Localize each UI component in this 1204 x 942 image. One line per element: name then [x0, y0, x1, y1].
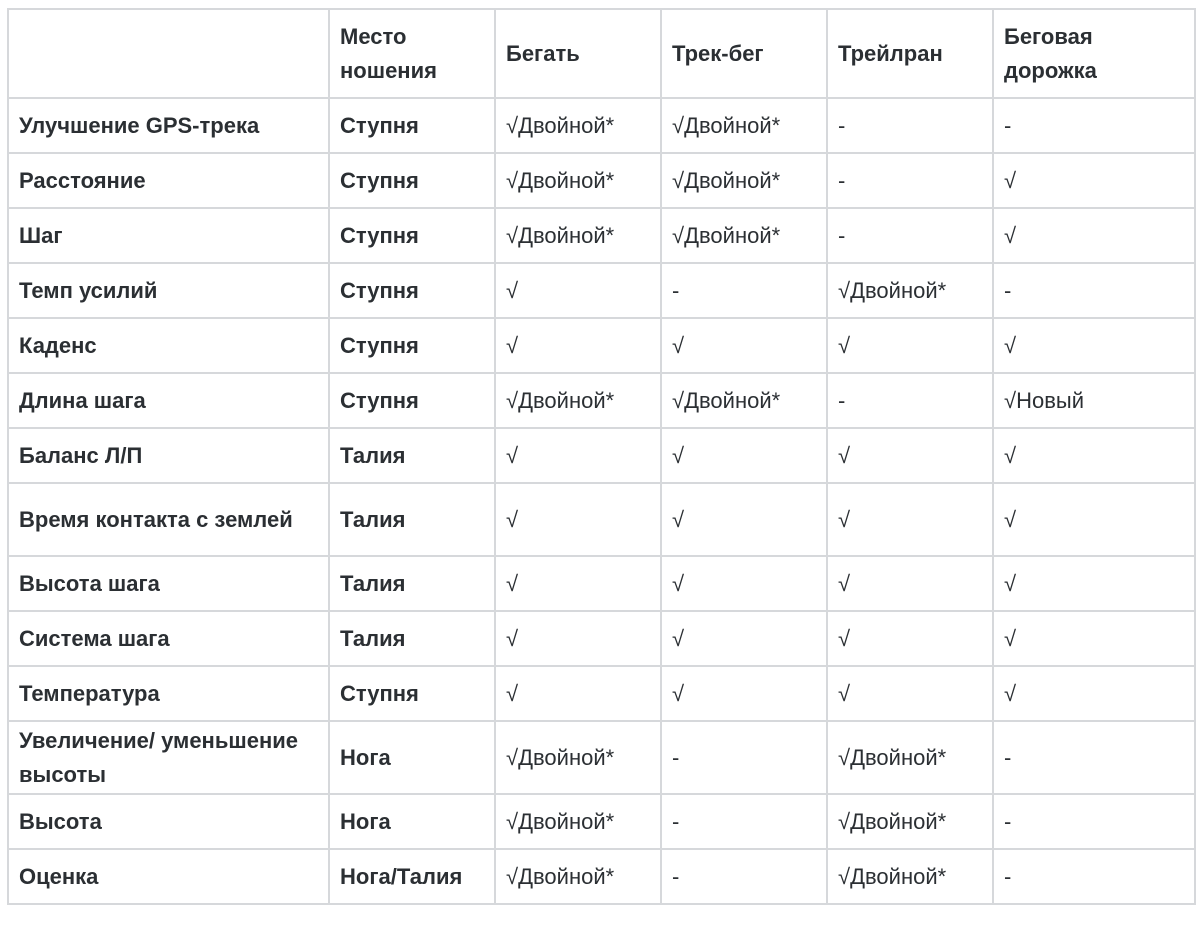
value-cell: √: [827, 666, 993, 721]
table-row: [8, 721, 1195, 794]
header-cell-location: Место ношения: [329, 9, 495, 98]
value-cell: √: [661, 666, 827, 721]
header-cell-trail-run: Трейлран: [827, 9, 993, 98]
value-cell: √: [495, 263, 661, 318]
value-cell: √Двойной*: [661, 208, 827, 263]
value-cell: √: [495, 428, 661, 483]
location-cell: Нога: [329, 721, 495, 794]
value-cell: √: [827, 318, 993, 373]
location-cell: Ступня: [329, 318, 495, 373]
value-cell: √: [495, 556, 661, 611]
value-cell: √Двойной*: [661, 373, 827, 428]
value-cell: √: [993, 483, 1195, 556]
value-cell: √Двойной*: [495, 794, 661, 849]
value-cell: -: [827, 208, 993, 263]
header-cell-corner: [8, 9, 329, 98]
table-row: [8, 556, 1195, 611]
row-label-cell: Температура: [8, 666, 329, 721]
value-cell: -: [993, 263, 1195, 318]
table-row: [8, 373, 1195, 428]
location-cell: Талия: [329, 483, 495, 556]
value-cell: √Двойной*: [827, 794, 993, 849]
value-cell: √: [495, 611, 661, 666]
row-label-cell: Высота шага: [8, 556, 329, 611]
value-cell: √: [993, 153, 1195, 208]
value-cell: √: [827, 483, 993, 556]
table-row: [8, 318, 1195, 373]
row-label-cell: Улучшение GPS-трека: [8, 98, 329, 153]
header-cell-treadmill: Беговая дорожка: [993, 9, 1195, 98]
location-cell: Нога/Талия: [329, 849, 495, 904]
location-cell: Талия: [329, 556, 495, 611]
value-cell: √: [661, 611, 827, 666]
value-cell: √Двойной*: [495, 849, 661, 904]
value-cell: √Двойной*: [827, 849, 993, 904]
location-cell: Талия: [329, 428, 495, 483]
value-cell: √Двойной*: [495, 721, 661, 794]
value-cell: √Двойной*: [495, 153, 661, 208]
row-label-cell: Расстояние: [8, 153, 329, 208]
value-cell: √Двойной*: [827, 721, 993, 794]
location-cell: Ступня: [329, 208, 495, 263]
header-cell-run: Бегать: [495, 9, 661, 98]
value-cell: √: [993, 318, 1195, 373]
row-label-cell: Шаг: [8, 208, 329, 263]
table-row: [8, 849, 1195, 904]
table-row: [8, 794, 1195, 849]
location-cell: Талия: [329, 611, 495, 666]
location-cell: Ступня: [329, 666, 495, 721]
location-cell: Ступня: [329, 153, 495, 208]
row-label-cell: Увеличение/ уменьшение высоты: [8, 721, 329, 794]
value-cell: √: [495, 483, 661, 556]
value-cell: √Двойной*: [661, 153, 827, 208]
value-cell: √: [661, 318, 827, 373]
table-row: [8, 666, 1195, 721]
row-label-cell: Время контакта с землей: [8, 483, 329, 556]
table-row: [8, 208, 1195, 263]
location-cell: Ступня: [329, 98, 495, 153]
value-cell: √: [993, 428, 1195, 483]
value-cell: -: [661, 849, 827, 904]
value-cell: √: [661, 556, 827, 611]
row-label-cell: Темп усилий: [8, 263, 329, 318]
table-body: [8, 98, 1195, 904]
value-cell: -: [661, 794, 827, 849]
table-row: [8, 611, 1195, 666]
value-cell: -: [993, 794, 1195, 849]
row-label-cell: Система шага: [8, 611, 329, 666]
value-cell: -: [661, 263, 827, 318]
features-table: [7, 8, 1196, 905]
table-row: [8, 483, 1195, 556]
value-cell: -: [993, 721, 1195, 794]
row-label-cell: Каденс: [8, 318, 329, 373]
row-label-cell: Оценка: [8, 849, 329, 904]
value-cell: -: [661, 721, 827, 794]
table-row: [8, 153, 1195, 208]
table-row: [8, 428, 1195, 483]
location-cell: Ступня: [329, 373, 495, 428]
location-cell: Ступня: [329, 263, 495, 318]
value-cell: √Двойной*: [495, 98, 661, 153]
value-cell: √Двойной*: [495, 373, 661, 428]
value-cell: -: [827, 373, 993, 428]
row-label-cell: Высота: [8, 794, 329, 849]
header-row: [8, 9, 1195, 98]
value-cell: √: [827, 611, 993, 666]
value-cell: √: [495, 666, 661, 721]
location-cell: Нога: [329, 794, 495, 849]
value-cell: √: [661, 483, 827, 556]
value-cell: -: [993, 98, 1195, 153]
header-cell-track-run: Трек-бег: [661, 9, 827, 98]
value-cell: √Двойной*: [661, 98, 827, 153]
row-label-cell: Длина шага: [8, 373, 329, 428]
table-header: [8, 9, 1195, 98]
value-cell: √: [827, 428, 993, 483]
table-row: [8, 98, 1195, 153]
value-cell: √Двойной*: [827, 263, 993, 318]
row-label-cell: Баланс Л/П: [8, 428, 329, 483]
value-cell: √: [495, 318, 661, 373]
value-cell: √Новый: [993, 373, 1195, 428]
value-cell: -: [827, 153, 993, 208]
value-cell: √Двойной*: [495, 208, 661, 263]
value-cell: √: [661, 428, 827, 483]
value-cell: √: [993, 208, 1195, 263]
value-cell: √: [993, 611, 1195, 666]
value-cell: -: [827, 98, 993, 153]
value-cell: -: [993, 849, 1195, 904]
value-cell: √: [993, 666, 1195, 721]
table-row: [8, 263, 1195, 318]
value-cell: √: [993, 556, 1195, 611]
value-cell: √: [827, 556, 993, 611]
